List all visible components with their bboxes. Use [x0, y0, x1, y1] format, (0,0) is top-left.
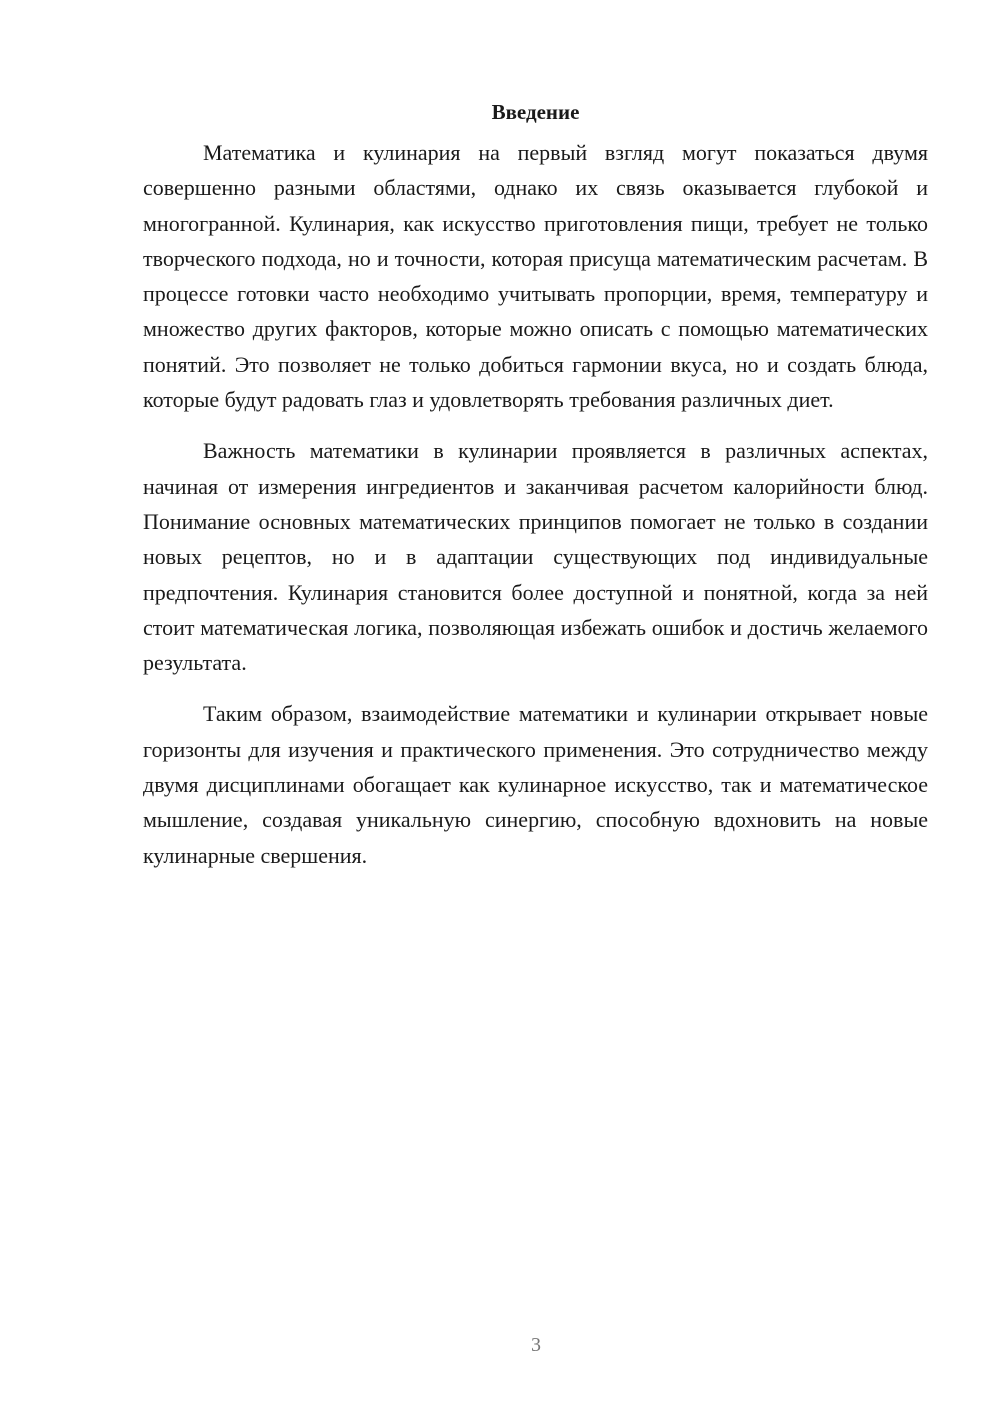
- section-heading: Введение: [491, 100, 580, 124]
- paragraph-conclusion: Таким образом, взаимодействие математики и кулинарии открывает новые горизонты для изучения и практического применения. Это сотрудничество между двумя дисциплинами обогащает как кулинарное искусство, так и математическое мышление, создавая уникальную синергию, способную вдохновить на новые кулинарные свершения.: [143, 701, 928, 868]
- page-content: [143, 97, 928, 889]
- page-number: 3: [531, 1334, 541, 1356]
- paragraph-importance: Важность математики в кулинарии проявляется в различных аспектах, начиная от измерения ингредиентов и заканчивая расчетом калорийности блюд. Понимание основных математических принципов помогает не только в создании новых рецептов, но и в адаптации существующих под индивидуальные предпочтения. Кулинария становится более доступной и понятной, когда за ней стоит математическая логика, позволяющая избежать ошибок и достичь желаемого результата.: [143, 438, 928, 676]
- paragraph-intro: Математика и кулинария на первый взгляд могут показаться двумя совершенно разными областями, однако их связь оказывается глубокой и многогранной. Кулинария, как искусство приготовления пищи, требует не только творческого подхода, но и точности, которая присуща математическим расчетам. В процессе готовки часто необходимо учитывать пропорции, время, температуру и множество других факторов, которые можно описать с помощью математических понятий. Это позволяет не только добиться гармонии вкуса, но и создать блюда, которые будут радовать глаз и удовлетворять требования различных диет.: [143, 140, 928, 413]
